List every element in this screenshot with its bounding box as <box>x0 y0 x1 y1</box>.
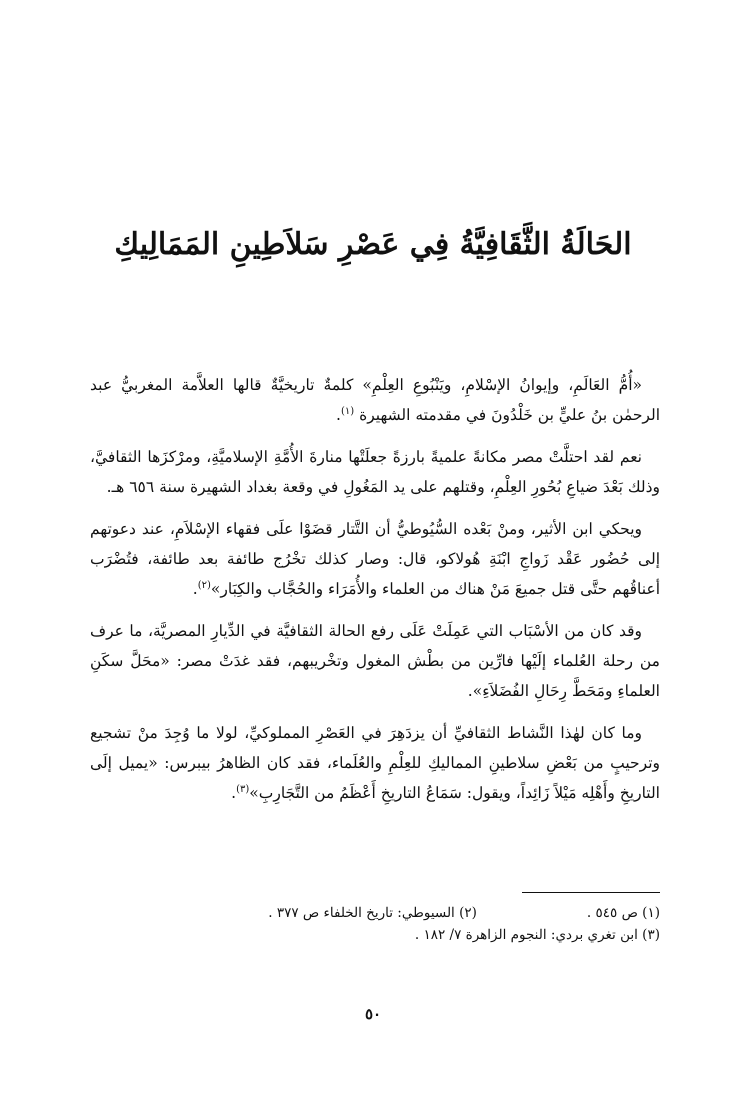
paragraph-text: نعم لقد احتلَّتْ مصر مكانةً علميةً بارزةً جعلَتْها منارةَ الأُمَّةِ الإسلاميَّةِ، ومرْكزَها الثقافيَّ، وذلك بَعْدَ ضياعِ بُحُورِ العِلْمِ، وقتلهم على يد المَغُولِ في وقعة بغداد الشهيرة سنة ٦٥٦ هـ. <box>90 448 660 496</box>
paragraph-1 <box>90 370 660 430</box>
footnotes <box>90 902 660 946</box>
paragraph-text: ويحكي ابن الأثير، ومنْ بَعْده السُّيُوطيُّ أن التَّتار قضَوْا علَى فقهاء الإسْلاَمِ، عند دعوتهم إلى حُضُور عَقْد زَواجِ ابْنَةِ هُولاكو، قال: وصار كذلك تخْرُج طائفة بعد طائفة، فتُضْرَب أعناقُهم حتَّى قتل جميعَ مَنْ هناك من العلماء والأُمَرَاء والحُجَّاب والكِبَار» <box>90 520 660 598</box>
paragraph-end: . <box>192 580 198 598</box>
footnote-3: (٣) ابن تغري بردي: النجوم الزاهرة ٧/ ١٨٢ . <box>414 927 660 943</box>
footnote-divider <box>522 892 660 893</box>
paragraph-5 <box>90 718 660 808</box>
paragraph-end: . <box>231 784 237 802</box>
paragraph-text: وما كان لهٰذا النَّشاط الثقافيِّ أن يزدَهِرَ في العَصْرِ المملوكيِّ، لولا ما وُجِدَ منْ تشجيع وترحيبٍ من بَعْضِ سلاطينِ المماليكِ للعِلْمِ والعُلَماء، فقد كان الظاهرُ بيبرس: «يميل إلَى التاريخِ وأَهْلِه مَيْلاً زَائِداً، ويقول: سَمَاعُ التاريخِ أَعْظَمُ من التَّجَارِبِ» <box>90 724 660 802</box>
paragraph-end: . <box>336 406 341 424</box>
footnote-row <box>90 902 660 924</box>
paragraph-3 <box>90 514 660 604</box>
footnote-ref-2: (٢) <box>197 579 211 591</box>
page-number: ٥٠ <box>364 1005 382 1023</box>
paragraph-2 <box>90 442 660 502</box>
footnote-2: (٢) السيوطي: تاريخ الخلفاء ص ٣٧٧ . <box>268 905 477 921</box>
footnote-ref-3: (٣) <box>236 783 250 795</box>
paragraph-text: وقد كان من الأسْبَاب التي عَمِلَتْ عَلَى رفع الحالة الثقافيَّة في الدِّيارِ المصريَّة، ما عرف من رحلة العُلماء إلَيْها فارِّين من بطْش المغول وتخْريبهم، فقد غدَتْ مصر: «محَلَّ سكَنِ العلماءِ ومَحَطَّ رِحَالِ الفُضَلاَءِ». <box>90 622 660 700</box>
paragraph-4 <box>90 616 660 706</box>
chapter-title: الحَالَةُ الثَّقَافِيَّةُ فِي عَصْرِ سَلاَطِينِ المَمَالِيكِ <box>114 227 632 262</box>
footnote-ref-1: (١) <box>340 405 355 417</box>
footnote-1: (١) ص ٥٤٥ . <box>586 905 660 921</box>
paragraph-text: «أُمُّ العَالَمِ، وإيوانُ الإسْلامِ، ويَنْبُوعِ العِلْمِ» كلمةٌ تاريخيَّةٌ قالها العلاَّمة المغربيُّ عبد الرحمٰن بنُ عليٍّ بن خَلْدُونَ في مقدمته الشهيرة <box>90 376 660 424</box>
body-text <box>90 370 660 820</box>
